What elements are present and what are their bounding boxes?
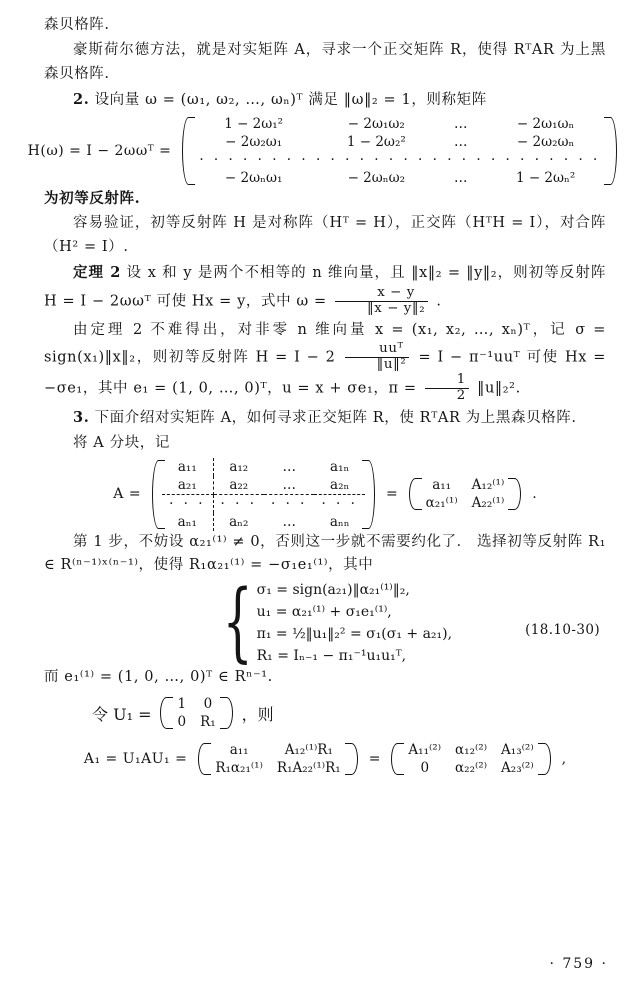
paragraph-6a: 由定理 2 不难得出，对非零 n 维向量 xyxy=(73,321,368,338)
paren-left xyxy=(193,741,205,777)
paren-right xyxy=(514,476,526,512)
theorem-label: 定理 2 xyxy=(73,264,121,282)
page-number: · 759 · xyxy=(549,956,608,972)
cell: aₙ₂ xyxy=(229,513,249,530)
cell: … xyxy=(454,169,468,186)
paragraph-6c: = I − π⁻¹uuᵀ 可使 Hx = −σe₁，其中 e₁ = (1, 0, …, 0)ᵀ，u = x + σe₁，π = xyxy=(44,349,606,397)
cell: a₂ₙ xyxy=(314,476,364,495)
system-line: R₁ = Iₙ₋₁ − π₁⁻¹u₁u₁ᵀ, xyxy=(256,647,407,664)
paragraph-3: 为初等反射阵. xyxy=(44,189,141,207)
cell: − 2ωₙω₁ xyxy=(224,169,283,186)
matrix-dots-cell: · · · xyxy=(271,495,308,512)
paragraph-4: 容易验证，初等反射阵 H 是对称阵（Hᵀ = H），正交阵（HᵀH = I），对合阵（H² = I）. xyxy=(44,215,606,255)
equation-system-18-10-30 xyxy=(44,572,606,673)
paragraph-10: 而 e₁⁽¹⁾ = (1, 0, …, 0)ᵀ ∈ Rⁿ⁻¹. xyxy=(44,668,273,685)
matrix-dots-row: · · · · · · · · · · · · · · · · · · · · · · · · · · · · xyxy=(199,151,601,168)
cell: R₁A₂₂⁽¹⁾R₁ xyxy=(276,760,341,777)
cell: R₁ xyxy=(200,714,216,731)
matrix-A xyxy=(147,458,380,531)
cell: … xyxy=(282,513,296,530)
list-label-2: 2. xyxy=(73,91,90,109)
cell: 1 − 2ω₂² xyxy=(346,133,406,150)
equation-A1-lead: A₁ = U₁AU₁ = xyxy=(83,751,188,768)
cell: 0 xyxy=(420,760,430,777)
paren-left xyxy=(155,695,167,731)
cell: 0 xyxy=(203,696,213,713)
paragraph-7 xyxy=(44,406,606,430)
cell: α₂₁⁽¹⁾ xyxy=(425,495,458,512)
fraction-uu xyxy=(345,342,410,373)
fraction-denominator: 2 xyxy=(456,388,466,404)
equation-U1 xyxy=(44,695,606,731)
cell: − 2ω₁ωₙ xyxy=(516,115,575,132)
cell: A₁₂⁽¹⁾ xyxy=(471,477,505,494)
matrix-H-omega xyxy=(177,115,622,187)
paragraph-1: 豪斯荷尔德方法，就是对实矩阵 A，寻求一个正交矩阵 R，使得 RᵀAR 为上黑森贝格阵. xyxy=(44,42,606,82)
matrix-A1 xyxy=(193,741,362,777)
matrix-A1-result xyxy=(386,741,555,777)
cell: − 2ω₁ω₂ xyxy=(347,115,405,132)
matrix-dots-cell: · · · xyxy=(220,495,257,512)
paragraph-9b: R₁ ∈ R⁽ⁿ⁻¹⁾ˣ⁽ⁿ⁻¹⁾，使得 R₁α₂₁⁽¹⁾ = −σ₁e₁⁽¹⁾，其中 xyxy=(44,533,606,574)
cell: … xyxy=(264,476,314,495)
theorem-text: 设 x 和 y 是两个不相等的 n 维向量，且 ‖x‖₂ = ‖y‖₂，则初等反射阵 H = I − 2ωωᵀ 可使 Hx = y，式中 ω = xyxy=(44,265,606,310)
cell: a₂₁ xyxy=(162,476,213,495)
equation-A-tail: . xyxy=(532,486,537,503)
fraction-denominator: ‖u‖² xyxy=(376,357,407,373)
paren-right xyxy=(226,695,238,731)
fraction-omega xyxy=(335,286,428,317)
equation-H-omega-lead: H(ω) = I − 2ωωᵀ = xyxy=(27,142,172,159)
cell: a₁₁ xyxy=(229,742,249,759)
brace-left: { xyxy=(222,572,253,673)
cell: a₁₁ xyxy=(162,458,213,476)
cell: … xyxy=(454,133,468,150)
list-label-3: 3. xyxy=(73,408,90,426)
cell: … xyxy=(454,115,468,132)
paragraph-0: 森贝格阵. xyxy=(44,17,110,33)
matrix-dots-cell: · · · xyxy=(321,495,358,512)
paragraph-6 xyxy=(44,319,606,404)
cell: a₂₂ xyxy=(213,476,264,495)
matrix-A-partitioned xyxy=(404,476,527,512)
equation-U1-lead: 令 U₁ = xyxy=(92,704,152,724)
equation-H-omega xyxy=(27,115,606,187)
equation-tag: (18.10-30) xyxy=(525,621,600,638)
cell: 1 − 2ωₙ² xyxy=(515,169,576,186)
cell: 1 xyxy=(177,696,187,713)
paragraph-6b: x = (x₁, x₂, …, xₙ)ᵀ，记 σ = sign(x₁)‖x‖₂，则初等反射阵 H = I − 2 xyxy=(44,321,607,366)
cell: 1 − 2ω₁² xyxy=(224,115,284,132)
paragraph-9a: 第 1 步，不妨设 α₂₁⁽¹⁾ ≠ 0，否则这一步就不需要约化了． 选择初等反射阵 xyxy=(73,533,583,550)
cell: A₂₂⁽¹⁾ xyxy=(471,495,505,512)
paragraph-8: 将 A 分块，记 xyxy=(73,435,170,452)
cell: α₁₂⁽²⁾ xyxy=(455,742,488,759)
paren-left xyxy=(147,458,159,531)
equals-sign: = xyxy=(385,486,398,503)
cell: A₁₃⁽²⁾ xyxy=(501,742,534,759)
cell: a₁₂ xyxy=(229,458,249,475)
paren-right xyxy=(368,458,380,531)
paren-left xyxy=(404,476,416,512)
equals-sign: = xyxy=(368,751,381,768)
system-line: u₁ = α₂₁⁽¹⁾ + σ₁e₁⁽¹⁾, xyxy=(256,603,392,620)
system-lines xyxy=(257,582,452,664)
cell: a₁₁ xyxy=(432,477,452,494)
system-line: σ₁ = sign(a₂₁)‖α₂₁⁽¹⁾‖₂, xyxy=(256,581,410,598)
paragraph-6d: ‖u‖₂². xyxy=(477,380,521,397)
paren-right xyxy=(544,741,556,777)
fraction-numerator: 1 xyxy=(425,373,469,389)
paren-left xyxy=(386,741,398,777)
paren-right xyxy=(610,115,622,187)
paragraph-9 xyxy=(44,531,606,578)
cell: R₁α₂₁⁽¹⁾ xyxy=(215,760,263,777)
cell: − 2ω₂ωₙ xyxy=(516,133,575,150)
equation-A-block xyxy=(44,458,606,531)
equation-U1-tail: ，则 xyxy=(241,704,274,724)
equation-A1 xyxy=(44,741,606,777)
paragraph-7-text: 下面介绍对实矩阵 A，如何寻求正交矩阵 R，使 RᵀAR 为上黑森贝格阵. xyxy=(94,409,577,426)
paren-right xyxy=(351,741,363,777)
equation-A-lead: A = xyxy=(113,486,142,503)
fraction-numerator: uuᵀ xyxy=(345,342,410,358)
cell: a₁ₙ xyxy=(330,458,350,475)
matrix-dots-cell: · · · xyxy=(162,494,213,513)
cell: … xyxy=(282,458,296,475)
cell: A₁₂⁽¹⁾R₁ xyxy=(284,742,333,759)
cell: 0 xyxy=(177,714,187,731)
fraction-denominator: ‖x − y‖₂ xyxy=(366,300,426,316)
system-line: π₁ = ½‖u₁‖₂² = σ₁(σ₁ + a₂₁), xyxy=(256,625,453,642)
cell: A₂₃⁽²⁾ xyxy=(501,760,534,777)
cell: A₁₁⁽²⁾ xyxy=(408,742,442,759)
cell: − 2ωₙω₂ xyxy=(347,169,406,186)
cell: aₙₙ xyxy=(329,513,350,530)
cell: − 2ω₂ω₁ xyxy=(225,133,283,150)
paragraph-2 xyxy=(44,88,606,112)
cell: aₙ₁ xyxy=(162,513,213,531)
theorem-tail: . xyxy=(436,293,442,310)
fraction-half xyxy=(425,373,469,404)
matrix-U1 xyxy=(155,695,237,731)
fraction-numerator: x − y xyxy=(335,286,428,302)
paragraph-5 xyxy=(44,261,606,316)
paren-left xyxy=(177,115,189,187)
paragraph-2-text: 设向量 ω = (ω₁, ω₂, …, ωₙ)ᵀ 满足 ‖ω‖₂ = 1，则称矩阵 xyxy=(94,92,487,109)
cell: α₂₂⁽²⁾ xyxy=(455,760,488,777)
equation-A1-tail: , xyxy=(561,751,567,768)
